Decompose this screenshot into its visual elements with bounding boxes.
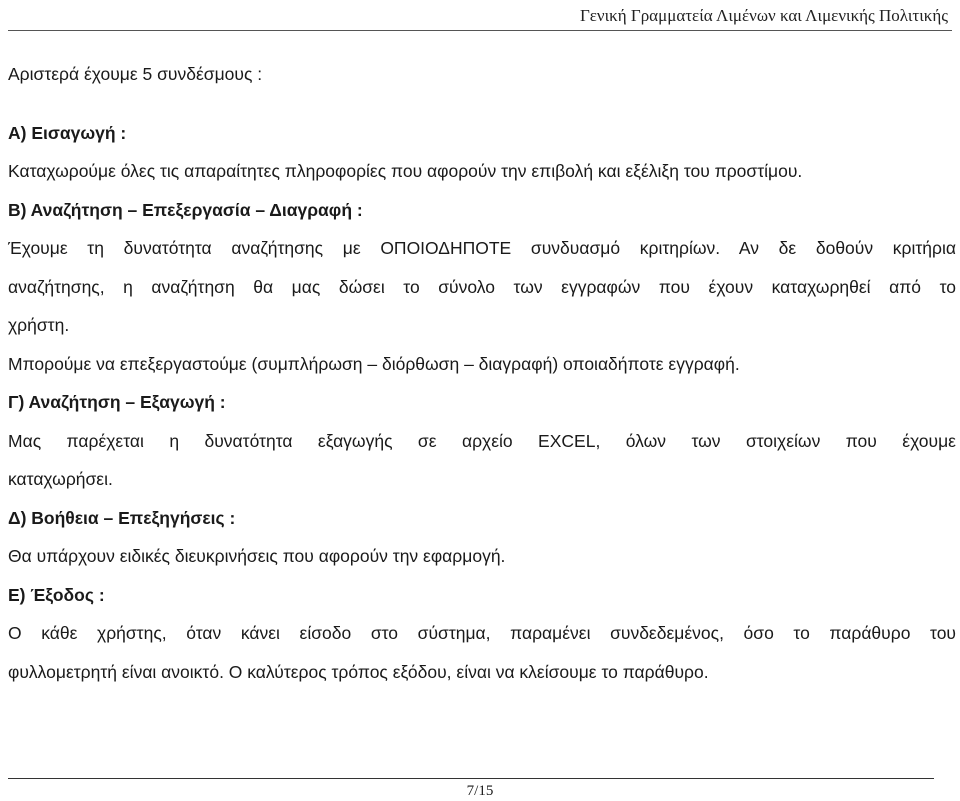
header-divider xyxy=(8,30,952,31)
section-d-text: Θα υπάρχουν ειδικές διευκρινήσεις που αφορούν την εφαρμογή. xyxy=(8,546,506,566)
footer-divider xyxy=(8,778,934,779)
document-body xyxy=(8,60,956,696)
section-b-text: αναζήτησης, η αναζήτηση θα μας δώσει το σύνολο των εγγραφών που έχουν καταχωρηθεί από το xyxy=(8,276,956,297)
section-c-text: Μας παρέχεται η δυνατότητα εξαγωγής σε αρχείο EXCEL, όλων των στοιχείων που έχουμε xyxy=(8,430,956,451)
section-a-text: Καταχωρούμε όλες τις απαραίτητες πληροφορίες που αφορούν την επιβολή και εξέλιξη του προστίμου. xyxy=(8,161,803,181)
page-number: 7/15 xyxy=(466,783,494,799)
section-d-heading: Δ) Βοήθεια – Επεξηγήσεις : xyxy=(8,507,236,528)
spacer xyxy=(8,99,956,119)
section-b-text: Μπορούμε να επεξεργαστούμε (συμπλήρωση – διόρθωση – διαγραφή) οποιαδήποτε εγγραφή. xyxy=(8,353,740,374)
document-header-title: Γενική Γραμματεία Λιμένων και Λιμενικής Πολιτικής xyxy=(579,6,948,25)
section-e-text: φυλλομετρητή είναι ανοικτό. Ο καλύτερος τρόπος εξόδου, είναι να κλείσουμε το παράθυρο. xyxy=(8,661,709,682)
section-b-text: χρήστη. xyxy=(8,315,70,335)
section-e-text: Ο κάθε χρήστης, όταν κάνει είσοδο στο σύστημα, παραμένει συνδεδεμένος, όσο το παράθυρο του xyxy=(8,623,956,643)
intro-text: Αριστερά έχουμε 5 συνδέσμους : xyxy=(8,64,263,84)
section-c-heading: Γ) Αναζήτηση – Εξαγωγή : xyxy=(8,392,226,412)
section-a-heading: Α) Εισαγωγή : xyxy=(8,122,127,143)
section-e-heading: Ε) Έξοδος : xyxy=(8,584,105,605)
section-b-heading: Β) Αναζήτηση – Επεξεργασία – Διαγραφή : xyxy=(8,199,363,220)
section-c-text: καταχωρήσει. xyxy=(8,469,113,489)
section-b-text: Έχουμε τη δυνατότητα αναζήτησης με ΟΠΟΙΟΔΗΠΟΤΕ συνδυασμό κριτηρίων. Αν δε δοθούν κριτήρια xyxy=(8,238,956,258)
